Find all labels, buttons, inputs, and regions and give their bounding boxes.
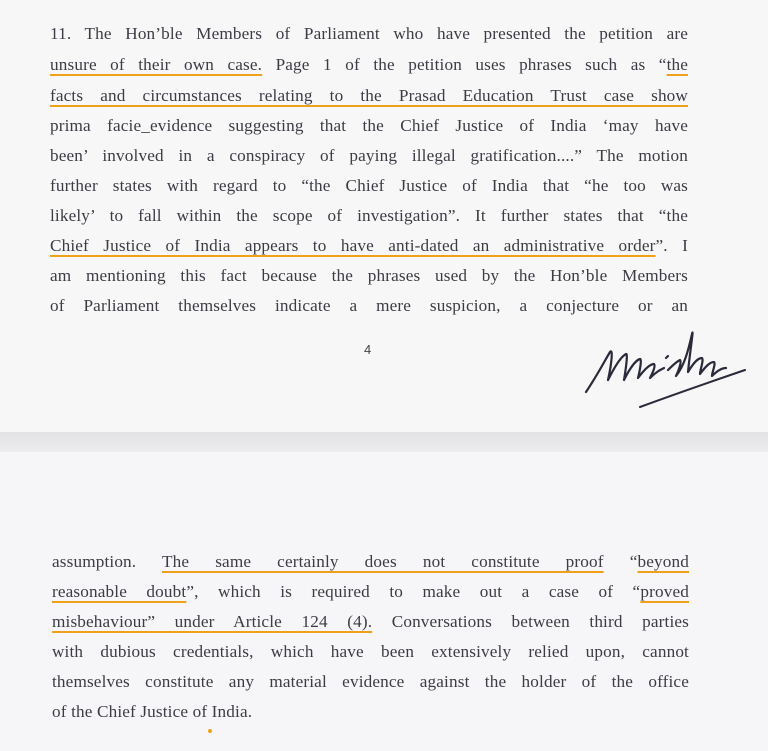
underlined-text: unsure of their own case.	[50, 55, 263, 74]
text-segment: likely’ to fall within the scope of investigation”. It further states that “the	[50, 206, 688, 225]
text-segment: of Parliament themselves indicate a mere suspicion, a conjecture or an	[50, 296, 688, 315]
text-line	[50, 206, 688, 226]
text-line	[50, 236, 688, 256]
text-segment: Page 1 of the petition uses phrases such as “	[262, 55, 667, 74]
text-line	[50, 24, 688, 44]
text-line	[52, 672, 689, 692]
text-line	[52, 612, 689, 632]
underlined-text: The same certainly does not constitute proof	[161, 552, 604, 571]
underlined-text: beyond	[637, 552, 689, 571]
text-segment: ”, which is required to make out a case of “	[186, 582, 641, 601]
text-line	[50, 176, 688, 196]
underlined-text: the	[666, 55, 689, 74]
page-number: 4	[364, 342, 372, 357]
text-segment: assumption.	[52, 552, 162, 571]
text-segment: with dubious credentials, which have been extensively relied upon, cannot	[52, 642, 689, 661]
text-segment: further states with regard to “the Chief Justice of India that “he too was	[50, 176, 688, 195]
text-segment: am mentioning this fact because the phrases used by the Hon’ble Members	[50, 266, 688, 285]
text-segment: 11. The Hon’ble Members of Parliament who have presented the petition are	[50, 24, 688, 43]
text-line	[50, 266, 688, 286]
text-line	[52, 702, 689, 722]
text-segment: been’ involved in a conspiracy of paying illegal gratification....” The motion	[50, 146, 688, 165]
text-segment: Conversations between third parties	[372, 612, 690, 631]
text-line	[52, 582, 689, 602]
text-line	[50, 116, 688, 136]
text-line	[50, 86, 688, 106]
underlined-text: proved	[640, 582, 689, 601]
handwritten-signature	[580, 322, 750, 417]
text-line	[50, 146, 688, 166]
underlined-text: misbehaviour” under Article 124 (4).	[52, 612, 373, 631]
page-separator	[0, 432, 768, 452]
ink-mark	[208, 729, 212, 733]
text-segment: themselves constitute any material evidence against the holder of the office	[52, 672, 689, 691]
underlined-text: reasonable doubt	[52, 582, 187, 601]
text-segment: prima facie_evidence suggesting that the Chief Justice of India ‘may have	[50, 116, 688, 135]
text-line	[50, 296, 688, 316]
text-segment: “	[603, 552, 638, 571]
text-line	[52, 642, 689, 662]
underlined-text: facts and circumstances relating to the Prasad Education Trust case show	[50, 86, 688, 105]
underlined-text: Chief Justice of India appears to have anti-dated an administrative order	[50, 236, 656, 255]
text-line	[50, 55, 688, 75]
text-line	[52, 552, 689, 572]
document-page-bottom	[0, 452, 768, 751]
text-segment: of the Chief Justice of India.	[52, 702, 253, 721]
text-segment: ”. I	[655, 236, 688, 255]
